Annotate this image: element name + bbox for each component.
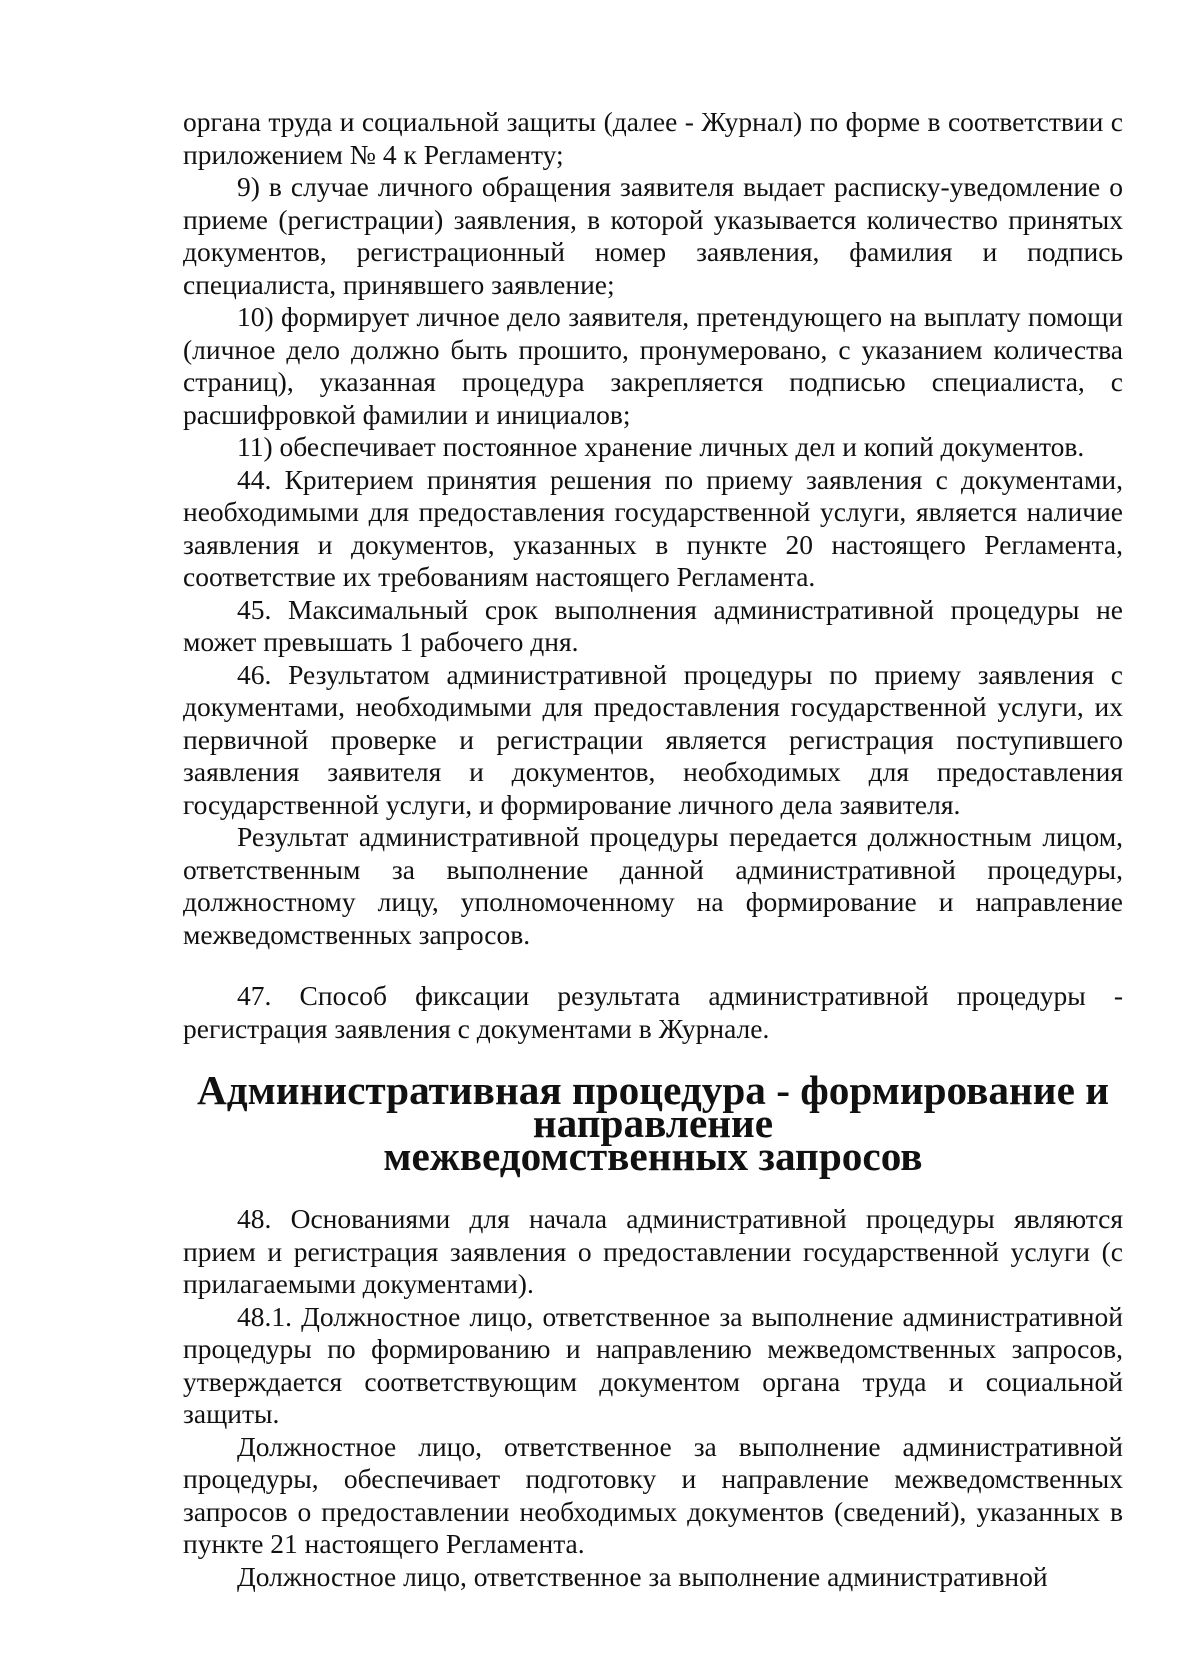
paragraph-continuation: органа труда и социальной защиты (далее - Журнал) по форме в соответствии с приложением № 4 к Регламенту; xyxy=(183,106,1123,170)
paragraph-official-continuation: Должностное лицо, ответственное за выполнение административной xyxy=(237,1560,1048,1592)
paragraph-45: 45. Максимальный срок выполнения административной процедуры не может превышать 1 рабочего дня. xyxy=(183,593,1123,657)
section-heading-line-1: Административная процедура - формирование и направление xyxy=(197,1067,1109,1146)
paragraph-47: 47. Способ фиксации результата административной процедуры - регистрация заявления с документами в Журнале. xyxy=(183,980,1123,1044)
section-heading-line-2: межведомственных запросов xyxy=(383,1133,923,1179)
paragraph-48-1: 48.1. Должностное лицо, ответственное за выполнение административной процедуры по формированию и направлению межведомственных запросов, утверждается соответствующим документом органа труда и социальной защиты. xyxy=(183,1300,1123,1429)
paragraph-46: 46. Результатом административной процедуры по приему заявления с документами, необходимыми для предоставления государственной услуги, их первичной проверке и регистрации является регистрация поступившего заявления заявителя и документов, необходимых для предоставления государственной услуги, и формирование личного дела заявителя. xyxy=(183,658,1123,820)
document-body xyxy=(183,106,1123,1593)
paragraph-44: 44. Критерием принятия решения по приему заявления с документами, необходимыми для предоставления государственной услуги, является наличие заявления и документов, указанных в пункте 20 настоящего Регламента, соответствие их требованиям настоящего Регламента. xyxy=(183,463,1123,592)
paragraph-46-result: Результат административной процедуры передается должностным лицом, ответственным за выполнение данной административной процедуры, должностному лицу, уполномоченному на формирование и направление межведомственных запросов. xyxy=(183,821,1123,950)
paragraph-item-11: 11) обеспечивает постоянное хранение личных дел и копий документов. xyxy=(237,431,1085,462)
paragraph-item-9: 9) в случае личного обращения заявителя выдает расписку-уведомление о приеме (регистрации) заявления, в которой указывается количество принятых документов, регистрационный номер заявления, фамилия и подпись специалиста, принявшего заявление; xyxy=(183,171,1123,300)
section-heading xyxy=(183,1067,1123,1179)
paragraph-item-10: 10) формирует личное дело заявителя, претендующего на выплату помощи (личное дело должно быть прошито, пронумеровано, с указанием количества страниц), указанная процедура закрепляется подписью специалиста, с расшифровкой фамилии и инициалов; xyxy=(183,301,1123,430)
paragraph-official-duties: Должностное лицо, ответственное за выполнение административной процедуры, обеспечивает подготовку и направление межведомственных запросов о предоставлении необходимых документов (сведений), указанных в пункте 21 настоящего Регламента. xyxy=(183,1430,1123,1559)
paragraph-48: 48. Основаниями для начала административной процедуры являются прием и регистрация заявления о предоставлении государственной услуги (с прилагаемыми документами). xyxy=(183,1203,1123,1299)
